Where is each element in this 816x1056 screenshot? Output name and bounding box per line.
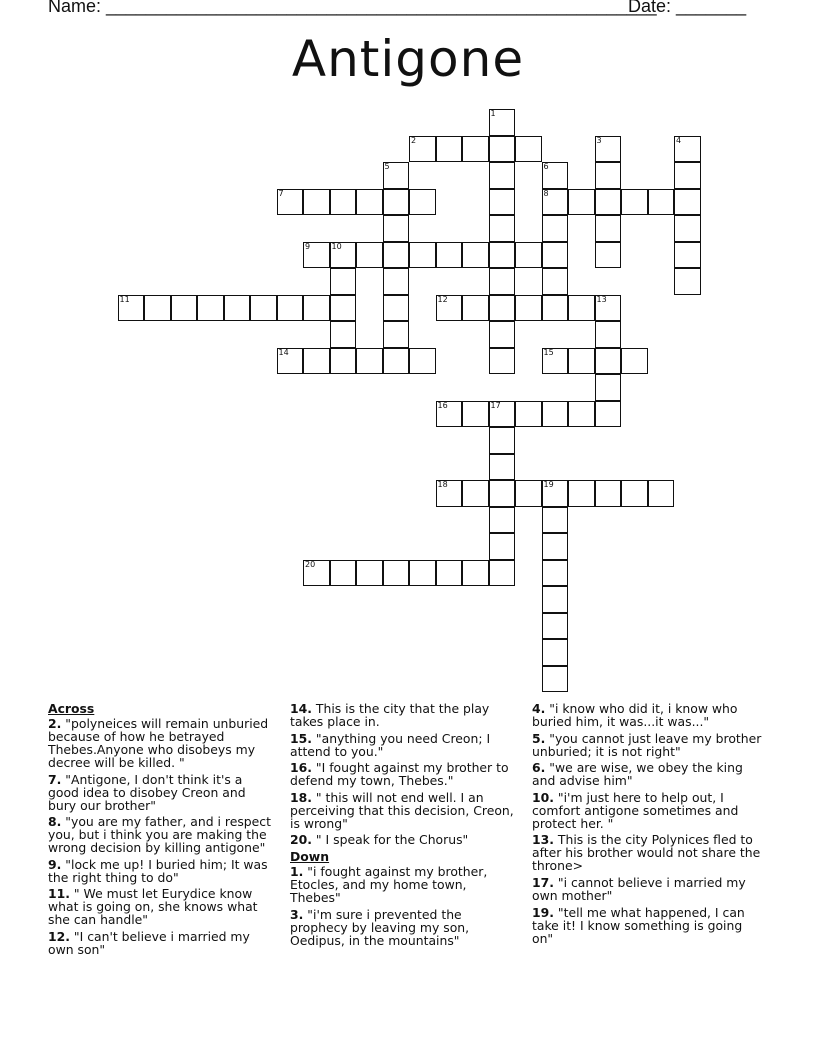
clue-across-2: 2. "polyneices will remain unburied because of how he betrayed Thebes.Anyone who disobeys my decree will be killed. " bbox=[48, 716, 269, 770]
grid-cell[interactable] bbox=[489, 507, 516, 534]
grid-cell[interactable] bbox=[595, 162, 622, 189]
grid-cell[interactable] bbox=[515, 480, 542, 507]
grid-cell[interactable] bbox=[330, 348, 357, 375]
clue-across-16: 16. "I fought against my brother to defend my town, Thebes." bbox=[290, 760, 509, 789]
grid-cell[interactable] bbox=[542, 162, 569, 189]
clue-across-11: 11. " We must let Eurydice know what is going on, she knows what she can handle" bbox=[48, 886, 258, 928]
grid-cell[interactable] bbox=[595, 480, 622, 507]
clue-number: 8 bbox=[543, 188, 549, 198]
clue-number: 3 bbox=[596, 135, 602, 145]
clue-down-10: 10. "i'm just here to help out, I comfort antigone sometimes and protect her. " bbox=[532, 789, 739, 831]
clue-down-19: 19. "tell me what happened, I can take it! I know something is going on" bbox=[532, 904, 745, 946]
grid-cell[interactable] bbox=[542, 480, 569, 507]
grid-cell[interactable] bbox=[409, 189, 436, 216]
grid-cell[interactable] bbox=[568, 401, 595, 428]
grid-cell[interactable] bbox=[303, 348, 330, 375]
grid-cell[interactable] bbox=[568, 348, 595, 375]
clue-number: 17 bbox=[490, 400, 501, 410]
clue-number: 10 bbox=[331, 241, 342, 251]
grid-cell[interactable] bbox=[144, 295, 171, 322]
grid-cell[interactable] bbox=[330, 560, 357, 587]
grid-cell[interactable] bbox=[489, 162, 516, 189]
grid-cell[interactable] bbox=[542, 348, 569, 375]
clue-across-12: 12. "I can't believe i married my own son" bbox=[48, 928, 250, 957]
down-heading: Down bbox=[290, 848, 330, 864]
grid-cell[interactable] bbox=[436, 136, 463, 163]
grid-cell[interactable] bbox=[489, 480, 516, 507]
grid-cell[interactable] bbox=[303, 560, 330, 587]
grid-cell[interactable] bbox=[356, 560, 383, 587]
grid-cell[interactable] bbox=[462, 242, 489, 269]
grid-cell[interactable] bbox=[515, 242, 542, 269]
grid-cell[interactable] bbox=[542, 295, 569, 322]
grid-cell[interactable] bbox=[489, 454, 516, 481]
grid-cell[interactable] bbox=[383, 295, 410, 322]
grid-cell[interactable] bbox=[462, 560, 489, 587]
grid-cell[interactable] bbox=[118, 295, 145, 322]
grid-cell[interactable] bbox=[648, 480, 675, 507]
grid-cell[interactable] bbox=[568, 295, 595, 322]
clue-across-20: 20. " I speak for the Chorus" bbox=[290, 832, 469, 848]
clue-number: 19 bbox=[543, 480, 554, 489]
grid-cell[interactable] bbox=[595, 321, 622, 348]
grid-cell[interactable] bbox=[489, 401, 516, 428]
grid-cell[interactable] bbox=[171, 295, 198, 322]
clue-down-6: 6. "we are wise, we obey the king and advise him" bbox=[532, 760, 743, 789]
clues-column-2 bbox=[290, 702, 520, 950]
grid-cell[interactable] bbox=[436, 242, 463, 269]
clue-number: 13 bbox=[596, 294, 607, 304]
grid-cell[interactable] bbox=[383, 321, 410, 348]
grid-cell[interactable] bbox=[462, 136, 489, 163]
grid-cell[interactable] bbox=[489, 242, 516, 269]
grid-cell[interactable] bbox=[409, 136, 436, 163]
clue-down-17: 17. "i cannot believe i married my own mother" bbox=[532, 874, 746, 903]
clue-number: 9 bbox=[305, 241, 311, 251]
grid-cell[interactable] bbox=[383, 348, 410, 375]
date-field-label: Date: _______ bbox=[628, 0, 747, 16]
grid-cell[interactable] bbox=[542, 242, 569, 269]
grid-cell[interactable] bbox=[542, 215, 569, 242]
grid-cell[interactable] bbox=[277, 348, 304, 375]
grid-cell[interactable] bbox=[303, 242, 330, 269]
grid-cell[interactable] bbox=[515, 136, 542, 163]
grid-cell[interactable] bbox=[595, 242, 622, 269]
clue-number: 14 bbox=[278, 347, 289, 357]
page-title: Antigone bbox=[291, 30, 525, 88]
grid-cell[interactable] bbox=[383, 242, 410, 269]
grid-cell[interactable] bbox=[515, 401, 542, 428]
grid-cell[interactable] bbox=[595, 189, 622, 216]
grid-cell[interactable] bbox=[542, 639, 569, 666]
clue-number: 4 bbox=[676, 135, 682, 145]
grid-cell[interactable] bbox=[568, 480, 595, 507]
grid-cell[interactable] bbox=[542, 507, 569, 534]
grid-cell[interactable] bbox=[462, 401, 489, 428]
grid-cell[interactable] bbox=[303, 189, 330, 216]
grid-cell[interactable] bbox=[383, 162, 410, 189]
grid-cell[interactable] bbox=[595, 295, 622, 322]
clue-down-1: 1. "i fought against my brother, Etocles, and my home town, Thebes" bbox=[290, 863, 488, 905]
clue-across-8: 8. "you are my father, and i respect you, but i think you are making the wrong decision by killing antigone" bbox=[48, 814, 271, 856]
grid-cell[interactable] bbox=[621, 480, 648, 507]
grid-cell[interactable] bbox=[542, 189, 569, 216]
grid-cell[interactable] bbox=[489, 560, 516, 587]
grid-cell[interactable] bbox=[515, 295, 542, 322]
name-field-label: Name: _______________________________________________________ bbox=[48, 0, 657, 16]
grid-cell[interactable] bbox=[489, 427, 516, 454]
clue-down-3: 3. "i'm sure i prevented the prophecy by leaving my son, Oedipus, in the mountains" bbox=[290, 906, 470, 948]
grid-cell[interactable] bbox=[489, 321, 516, 348]
grid-cell[interactable] bbox=[436, 560, 463, 587]
clue-number: 5 bbox=[384, 162, 390, 171]
clue-number: 7 bbox=[278, 188, 284, 198]
grid-cell[interactable] bbox=[277, 189, 304, 216]
clue-number: 2 bbox=[411, 135, 417, 145]
grid-cell[interactable] bbox=[356, 348, 383, 375]
grid-cell[interactable] bbox=[489, 215, 516, 242]
grid-cell[interactable] bbox=[542, 560, 569, 587]
clue-number: 6 bbox=[543, 162, 549, 171]
grid-cell[interactable] bbox=[648, 189, 675, 216]
grid-cell[interactable] bbox=[436, 295, 463, 322]
grid-cell[interactable] bbox=[489, 348, 516, 375]
grid-cell[interactable] bbox=[674, 136, 701, 163]
clue-across-14: 14. This is the city that the play takes place in. bbox=[290, 701, 490, 729]
grid-cell[interactable] bbox=[356, 242, 383, 269]
clue-number: 18 bbox=[437, 480, 448, 489]
grid-cell[interactable] bbox=[595, 348, 622, 375]
grid-cell[interactable] bbox=[330, 295, 357, 322]
across-heading: Across bbox=[48, 701, 95, 716]
grid-cell[interactable] bbox=[356, 189, 383, 216]
grid-cell[interactable] bbox=[330, 268, 357, 295]
grid-cell[interactable] bbox=[542, 401, 569, 428]
grid-cell[interactable] bbox=[595, 136, 622, 163]
grid-cell[interactable] bbox=[250, 295, 277, 322]
grid-cell[interactable] bbox=[542, 533, 569, 560]
grid-cell[interactable] bbox=[674, 189, 701, 216]
grid-cell[interactable] bbox=[383, 560, 410, 587]
grid-cell[interactable] bbox=[674, 215, 701, 242]
clue-across-15: 15. "anything you need Creon; I attend to you." bbox=[290, 730, 491, 759]
grid-cell[interactable] bbox=[542, 586, 569, 613]
grid-cell[interactable] bbox=[595, 215, 622, 242]
grid-cell[interactable] bbox=[330, 321, 357, 348]
clue-down-5: 5. "you cannot just leave my brother unburied; it is not right" bbox=[532, 730, 762, 759]
clue-number: 11 bbox=[119, 294, 130, 304]
grid-cell[interactable] bbox=[409, 348, 436, 375]
clue-number: 12 bbox=[437, 294, 448, 304]
grid-cell[interactable] bbox=[489, 533, 516, 560]
grid-cell[interactable] bbox=[409, 560, 436, 587]
clue-down-13: 13. This is the city Polynices fled to after his brother would not share the throne> bbox=[532, 832, 761, 874]
grid-cell[interactable] bbox=[436, 401, 463, 428]
grid-cell[interactable] bbox=[303, 295, 330, 322]
grid-cell[interactable] bbox=[277, 295, 304, 322]
grid-cell[interactable] bbox=[542, 613, 569, 640]
grid-cell[interactable] bbox=[197, 295, 224, 322]
clue-across-18: 18. " this will not end well. I an perceiving that this decision, Creon, is wrong" bbox=[290, 789, 514, 831]
clue-across-9: 9. "lock me up! I buried him; It was the right thing to do" bbox=[48, 856, 268, 885]
grid-cell[interactable] bbox=[330, 189, 357, 216]
clue-number: 15 bbox=[543, 347, 554, 357]
clue-number: 16 bbox=[437, 400, 448, 410]
grid-cell[interactable] bbox=[489, 109, 516, 136]
grid-cell[interactable] bbox=[383, 215, 410, 242]
grid-cell[interactable] bbox=[383, 268, 410, 295]
grid-cell[interactable] bbox=[542, 268, 569, 295]
grid-cell[interactable] bbox=[436, 480, 463, 507]
grid-cell[interactable] bbox=[462, 295, 489, 322]
grid-cell[interactable] bbox=[674, 242, 701, 269]
grid-cell[interactable] bbox=[489, 268, 516, 295]
grid-cell[interactable] bbox=[674, 162, 701, 189]
clue-across-7: 7. "Antigone, I don't think it's a good idea to disobey Creon and bury our brother" bbox=[48, 771, 246, 813]
clues-column-1 bbox=[48, 702, 273, 960]
clue-number: 20 bbox=[305, 559, 316, 569]
grid-cell[interactable] bbox=[595, 401, 622, 428]
grid-cell[interactable] bbox=[674, 268, 701, 295]
clue-down-4: 4. "i know who did it, i know who buried him, it was...it was..." bbox=[532, 701, 738, 729]
grid-cell[interactable] bbox=[462, 480, 489, 507]
grid-cell[interactable] bbox=[383, 189, 410, 216]
grid-cell[interactable] bbox=[409, 242, 436, 269]
clue-number: 1 bbox=[490, 109, 496, 118]
grid-cell[interactable] bbox=[542, 666, 569, 693]
grid-cell[interactable] bbox=[595, 374, 622, 401]
grid-cell[interactable] bbox=[224, 295, 251, 322]
clues-column-3 bbox=[532, 702, 762, 948]
grid-cell[interactable] bbox=[489, 136, 516, 163]
grid-cell[interactable] bbox=[489, 189, 516, 216]
grid-cell[interactable] bbox=[621, 348, 648, 375]
grid-cell[interactable] bbox=[621, 189, 648, 216]
grid-cell[interactable] bbox=[489, 295, 516, 322]
grid-cell[interactable] bbox=[330, 242, 357, 269]
grid-cell[interactable] bbox=[568, 189, 595, 216]
